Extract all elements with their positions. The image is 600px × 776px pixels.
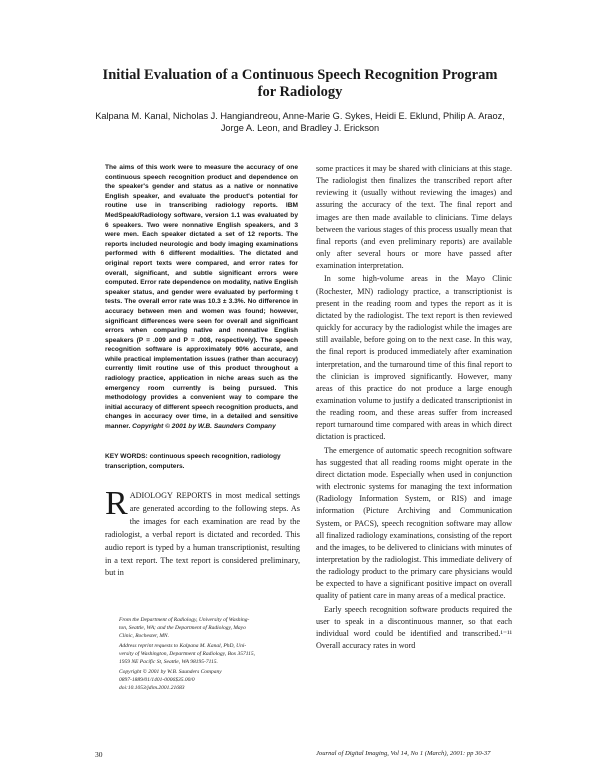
footnote-line: Address reprint requests to Kalpana M. Kanal, PhD, Uni- <box>119 643 247 649</box>
footnote-line: 1959 NE Pacific St, Seattle, WA 98195-7115. <box>119 659 218 665</box>
footnote-publication <box>113 668 300 692</box>
footnote-line: ton, Seattle, WA; and the Department of Radiology, Mayo <box>119 625 246 631</box>
right-column-body <box>316 163 512 653</box>
footnote-line: doi:10.1053/jdim.2001.21683 <box>119 685 185 691</box>
paper-title: Initial Evaluation of a Continuous Speech Recognition Program for Radiology <box>102 67 498 100</box>
body-paragraph: The emergence of automatic speech recognition software has suggested that all reading rooms might operate in the direct dictation mode. Especially when used in conjunction with electronic systems for managing the text information (Radiology Information System, or RIS) and image information (Picture Archiving and Communication System, or PACS), speech recognition software may allow all finalized radiology examinations, consisting of the report and the images, to be delivered to clinicians with minutes of interpretation by the radiologist. This immediate delivery of the radiology product to the primary care physicians would be expected to have a significant positive impact on overall quality of patient care in many areas of a medical practice. <box>316 445 512 601</box>
footnote-correspondence <box>113 642 300 666</box>
introduction-paragraph <box>105 485 300 580</box>
body-paragraph: some practices it may be shared with clinicians at this stage. The radiologist then finalizes the transcribed report after reviewing it (usually without reviewing the images) and assuring the accuracy of the text. The final report and images are then made available to clinicians. Time delays between the various stages of this process usually mean that final reports (and even preliminary reports) are available only after several hours or more have passed after examination interpretation. <box>316 164 512 271</box>
footnote-affiliation <box>113 616 300 640</box>
introduction-text: ADIOLOGY REPORTS in most medical settings are generated according to the following steps. As the images for each examination are read by the radiologist, a verbal report is dictated and recorded. This audio report is typed by a human transcriptionist, resulting in a text report. The text report is considered preliminary, but in <box>105 491 300 578</box>
abstract-text: The aims of this work were to measure the accuracy of one continuous speech recognition product and dependence on the speaker's gender and status as a native or nonnative English speaker, and evaluate the product's potential for routine use in transcribing radiology reports. IBM MedSpeak/Radiology software, version 1.1 was evaluated by 6 speakers. Two were nonnative English speakers, and 3 were men. Each speaker dictated a set of 12 reports. The reports included neurologic and body imaging examinations performed with 6 different modalities. The dictated and original report texts were compared, and error rates for overall, significant, and subtle significant errors were computed. Error rate dependence on modality, native English speaker status, and gender were evaluated by performing t tests. The overall error rate was 10.3 ± 3.3%. No difference in accuracy between men and women was found; however, significant differences were seen for overall and significant errors when comparing native and nonnative English speakers (P = .009 and P = .008, respectively). The speech recognition software is approximately 90% accurate, and while practical implementation issues (rather than accuracy) currently limit routine use of this product throughout a radiology practice, application in niche areas such as the emergency room currently is being pursued. This methodology provides a convenient way to compare the initial accuracy of different speech recognition products, and changes in accuracy over time, in a detailed and sensitive manner. <box>105 164 298 431</box>
author-list: Kalpana M. Kanal, Nicholas J. Hangiandreou, Anne-Marie G. Sykes, Heidi E. Eklund, Philip A. Araoz, Jorge A. Leon, and Bradley J. Erickson <box>95 111 505 133</box>
journal-citation: Journal of Digital Imaging, Vol 14, No 1 (March), 2001: pp 30-37 <box>316 750 491 757</box>
footnote-line: Clinic, Rochester, MN. <box>119 633 169 639</box>
abstract <box>105 163 298 432</box>
keywords: KEY WORDS: continuous speech recognition, radiology transcription, computers. <box>105 453 281 470</box>
body-paragraph: Early speech recognition software products required the user to speak in a discontinuous manner, so that each individual word could be identified and transcribed.¹⁻¹¹ Overall accuracy rates in word <box>316 604 512 651</box>
footnote-line: 0897-1889/01/1401-0006$35.00/0 <box>119 677 195 683</box>
drop-cap: R <box>105 485 128 522</box>
footnotes <box>113 616 300 694</box>
footnote-line: From the Department of Radiology, University of Washing- <box>119 617 250 623</box>
footnote-line: versity of Washington, Department of Radiology, Box 357115, <box>119 651 255 657</box>
footnote-line: Copyright © 2001 by W.B. Saunders Company <box>119 669 222 675</box>
abstract-copyright: Copyright © 2001 by W.B. Saunders Company <box>132 423 276 431</box>
page-number: 30 <box>95 750 103 759</box>
body-paragraph: In some high-volume areas in the Mayo Clinic (Rochester, MN) radiology practice, a transcriptionist is present in the reading room and types the report as it is dictated by the radiologist. The text report is then reviewed quickly for accuracy by the radiologist while the images are still available, before going on to the next case. In this way, the final report is produced immediately after examination interpretation, and the turnaround time of this final report to the clinician is improved significantly. However, many areas of this practice do not produce a large enough examination volume to justify a dedicated transcriptionist in the reading room, and these areas suffer from increased report turnaround time compared with areas in which direct dictation is practiced. <box>316 274 512 442</box>
